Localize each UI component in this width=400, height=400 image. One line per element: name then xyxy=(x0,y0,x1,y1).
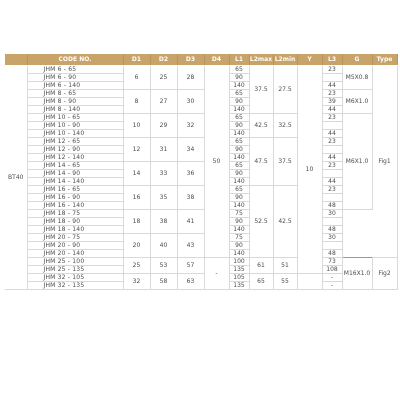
header-d1: D1 xyxy=(123,54,150,66)
table-row xyxy=(5,66,397,74)
l2max-cell: 42.5 xyxy=(249,114,273,138)
spec-table xyxy=(5,54,398,290)
code-cell: JHM 32 - 135 xyxy=(27,282,123,290)
d3-cell: 63 xyxy=(177,274,204,290)
l1-cell: 90 xyxy=(229,146,249,154)
table-row xyxy=(5,258,397,266)
l1-cell: 75 xyxy=(229,210,249,218)
d1-cell: 8 xyxy=(123,90,150,114)
header-row xyxy=(5,54,397,66)
d2-cell: 25 xyxy=(150,66,177,90)
code-cell: JHM 16 - 90 xyxy=(27,194,123,202)
l3-cell: 108 xyxy=(322,266,342,274)
l3-cell: 44 xyxy=(322,106,342,114)
l3-cell: 44 xyxy=(322,130,342,138)
l1-cell: 65 xyxy=(229,138,249,146)
l2max-cell: 65 xyxy=(249,274,273,290)
code-cell: JHM 20 - 90 xyxy=(27,242,123,250)
code-cell: JHM 8 - 140 xyxy=(27,106,123,114)
header-y: Y xyxy=(297,54,322,66)
g-cell: M5X0.8 xyxy=(342,66,372,90)
table-row xyxy=(5,210,397,218)
l1-cell: 90 xyxy=(229,194,249,202)
l1-cell: 65 xyxy=(229,114,249,122)
code-cell: JHM 10 - 90 xyxy=(27,122,123,130)
l1-cell: 140 xyxy=(229,202,249,210)
l1-cell: 65 xyxy=(229,90,249,98)
l3-cell: 23 xyxy=(322,186,342,194)
code-cell: JHM 25 - 100 xyxy=(27,258,123,266)
l1-cell: 140 xyxy=(229,82,249,90)
l1-cell: 105 xyxy=(229,274,249,282)
d2-cell: 33 xyxy=(150,162,177,186)
l3-cell: - xyxy=(322,282,342,290)
l1-cell: 90 xyxy=(229,218,249,226)
code-cell: JHM 18 - 90 xyxy=(27,218,123,226)
l2min-cell: 27.5 xyxy=(273,66,297,114)
d1-cell: 16 xyxy=(123,186,150,210)
l1-cell: 90 xyxy=(229,242,249,250)
d4-cell: - xyxy=(204,258,229,290)
l1-cell: 65 xyxy=(229,186,249,194)
table-row xyxy=(5,162,397,170)
header-l3: L3 xyxy=(322,54,342,66)
code-cell: JHM 18 - 140 xyxy=(27,226,123,234)
l3-cell xyxy=(322,242,342,250)
l1-cell: 140 xyxy=(229,178,249,186)
l1-cell: 75 xyxy=(229,234,249,242)
code-cell: JHM 14 - 90 xyxy=(27,170,123,178)
d3-cell: 28 xyxy=(177,66,204,90)
code-cell: JHM 18 - 75 xyxy=(27,210,123,218)
code-cell: JHM 20 - 140 xyxy=(27,250,123,258)
y-cell xyxy=(297,274,322,290)
d2-cell: 58 xyxy=(150,274,177,290)
l3-cell xyxy=(322,194,342,202)
l1-cell: 140 xyxy=(229,154,249,162)
d1-cell: 25 xyxy=(123,258,150,274)
l2min-cell: 55 xyxy=(273,274,297,290)
l2max-cell: 37.5 xyxy=(249,66,273,114)
d3-cell: 43 xyxy=(177,234,204,258)
l1-cell: 135 xyxy=(229,282,249,290)
d4-cell: 50 xyxy=(204,66,229,258)
header-l2min: L2min xyxy=(273,54,297,66)
code-cell: JHM 10 - 140 xyxy=(27,130,123,138)
d1-cell: 20 xyxy=(123,234,150,258)
l1-cell: 65 xyxy=(229,66,249,74)
d2-cell: 53 xyxy=(150,258,177,274)
d1-cell: 32 xyxy=(123,274,150,290)
code-cell: JHM 16 - 140 xyxy=(27,202,123,210)
l3-cell: - xyxy=(322,274,342,282)
header-d4: D4 xyxy=(204,54,229,66)
code-cell: JHM 10 - 65 xyxy=(27,114,123,122)
l2min-cell: 37.5 xyxy=(273,138,297,186)
code-cell: JHM 25 - 135 xyxy=(27,266,123,274)
d1-cell: 6 xyxy=(123,66,150,90)
l3-cell: 30 xyxy=(322,210,342,218)
l2min-cell: 32.5 xyxy=(273,114,297,138)
table-row xyxy=(5,274,397,282)
l1-cell: 135 xyxy=(229,266,249,274)
d2-cell: 40 xyxy=(150,234,177,258)
l3-cell: 23 xyxy=(322,114,342,122)
header-type: Type xyxy=(372,54,397,66)
g-cell: M6X1.0 xyxy=(342,90,372,114)
l2max-cell: 47.5 xyxy=(249,138,273,186)
code-cell: JHM 16 - 65 xyxy=(27,186,123,194)
l3-cell: 48 xyxy=(322,250,342,258)
taper-cell: BT40 xyxy=(5,66,27,290)
l2max-cell: 52.5 xyxy=(249,186,273,258)
header-l2max: L2max xyxy=(249,54,273,66)
d1-cell: 18 xyxy=(123,210,150,234)
d1-cell: 12 xyxy=(123,138,150,162)
header-d3: D3 xyxy=(177,54,204,66)
code-cell: JHM 32 - 105 xyxy=(27,274,123,282)
l3-cell xyxy=(322,146,342,154)
l1-cell: 90 xyxy=(229,170,249,178)
d3-cell: 32 xyxy=(177,114,204,138)
header-code-no: CODE NO. xyxy=(27,54,123,66)
l3-cell: 48 xyxy=(322,202,342,210)
l3-cell xyxy=(322,122,342,130)
code-cell: JHM 8 - 65 xyxy=(27,90,123,98)
d3-cell: 38 xyxy=(177,186,204,210)
l3-cell xyxy=(322,170,342,178)
l3-cell: 23 xyxy=(322,90,342,98)
l3-cell: 44 xyxy=(322,82,342,90)
l1-cell: 65 xyxy=(229,162,249,170)
code-cell: JHM 12 - 65 xyxy=(27,138,123,146)
l3-cell: 44 xyxy=(322,154,342,162)
l1-cell: 140 xyxy=(229,226,249,234)
l3-cell xyxy=(322,218,342,226)
spec-table-wrapper xyxy=(5,54,397,290)
type-cell: Fig2 xyxy=(372,258,397,290)
d1-cell: 10 xyxy=(123,114,150,138)
l1-cell: 140 xyxy=(229,106,249,114)
l3-cell xyxy=(322,74,342,82)
table-row xyxy=(5,90,397,98)
d1-cell: 14 xyxy=(123,162,150,186)
header-g: G xyxy=(342,54,372,66)
code-cell: JHM 6 - 140 xyxy=(27,82,123,90)
code-cell: JHM 6 - 65 xyxy=(27,66,123,74)
header-taper xyxy=(5,54,27,66)
g-cell: M16X1.0 xyxy=(342,258,372,290)
type-cell: Fig1 xyxy=(372,66,397,258)
d2-cell: 27 xyxy=(150,90,177,114)
header-d2: D2 xyxy=(150,54,177,66)
code-cell: JHM 6 - 90 xyxy=(27,74,123,82)
d3-cell: 36 xyxy=(177,162,204,186)
d2-cell: 35 xyxy=(150,186,177,210)
l1-cell: 140 xyxy=(229,130,249,138)
code-cell: JHM 12 - 90 xyxy=(27,146,123,154)
table-row xyxy=(5,114,397,122)
l1-cell: 90 xyxy=(229,98,249,106)
l3-cell: 23 xyxy=(322,162,342,170)
l2min-cell: 42.5 xyxy=(273,186,297,258)
d3-cell: 41 xyxy=(177,210,204,234)
table-row xyxy=(5,186,397,194)
code-cell: JHM 14 - 140 xyxy=(27,178,123,186)
l3-cell: 44 xyxy=(322,178,342,186)
l1-cell: 100 xyxy=(229,258,249,266)
l1-cell: 140 xyxy=(229,250,249,258)
header-l1: L1 xyxy=(229,54,249,66)
code-cell: JHM 14 - 65 xyxy=(27,162,123,170)
l3-cell: 30 xyxy=(322,234,342,242)
table-row xyxy=(5,234,397,242)
d3-cell: 30 xyxy=(177,90,204,114)
g-cell: M6X1.0 xyxy=(342,114,372,210)
d2-cell: 29 xyxy=(150,114,177,138)
l2max-cell: 61 xyxy=(249,258,273,274)
l1-cell: 90 xyxy=(229,122,249,130)
l3-cell: 23 xyxy=(322,66,342,74)
d2-cell: 38 xyxy=(150,210,177,234)
y-cell: 10 xyxy=(297,66,322,274)
d2-cell: 31 xyxy=(150,138,177,162)
d3-cell: 34 xyxy=(177,138,204,162)
l3-cell: 39 xyxy=(322,98,342,106)
l2min-cell: 51 xyxy=(273,258,297,274)
l3-cell: 73 xyxy=(322,258,342,266)
code-cell: JHM 8 - 90 xyxy=(27,98,123,106)
l3-cell: 23 xyxy=(322,138,342,146)
table-row xyxy=(5,138,397,146)
code-cell: JHM 12 - 140 xyxy=(27,154,123,162)
d3-cell: 57 xyxy=(177,258,204,274)
code-cell: JHM 20 - 75 xyxy=(27,234,123,242)
l3-cell: 48 xyxy=(322,226,342,234)
l1-cell: 90 xyxy=(229,74,249,82)
